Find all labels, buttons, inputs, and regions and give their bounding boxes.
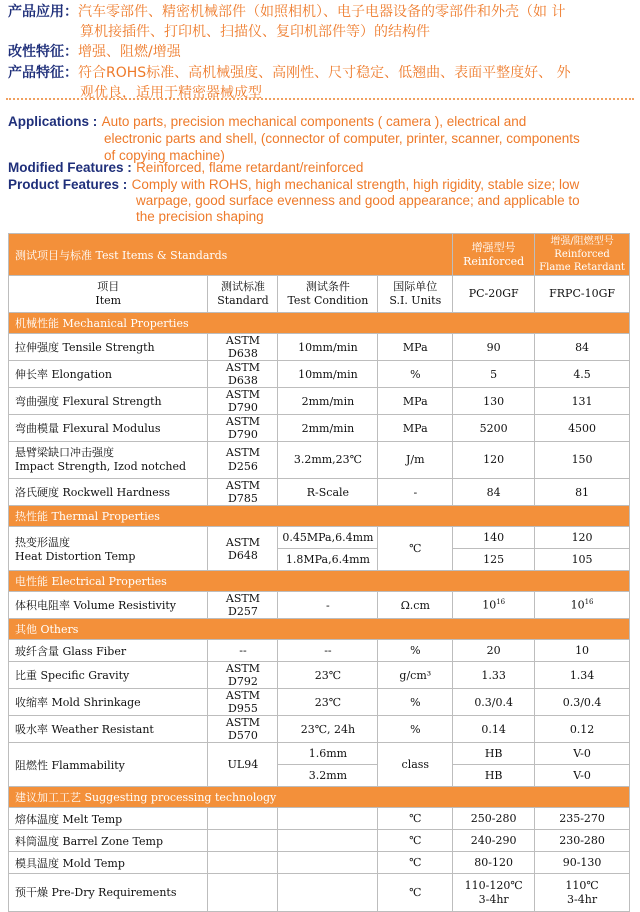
product-zh-line2: 观优良，适用于精密器械成型 xyxy=(80,85,262,101)
table-row: 体积电阻率 Volume Resistivity ASTM D257 - Ω.cm $10^{16}$ $10^{16}$ xyxy=(9,592,630,619)
section-others: 其他 Others xyxy=(9,619,630,640)
properties-table xyxy=(8,233,630,912)
application-en-line3: of copying machine) xyxy=(104,148,225,163)
application-en-line2: electronic parts and shell, (connector of computer, printer, scanner, components xyxy=(104,131,580,146)
table-row: 阻燃性 Flammability UL94 1.6mm class HB V-0 xyxy=(9,743,630,765)
section-processing: 建议加工工艺 Suggesting processing technology xyxy=(9,787,630,808)
table-row: 3.2mm HB V-0 xyxy=(9,765,630,787)
application-en-line1: Applications : Auto parts, precision mechanical components ( camera ), electrical and xyxy=(8,114,527,129)
table-row: 预干燥 Pre-Dry Requirements ℃ 110-120℃ 3-4hr 110℃ 3-4hr xyxy=(9,874,630,912)
section-mechanical: 机械性能 Mechanical Properties xyxy=(9,313,630,334)
table-row: 熔体温度 Melt Temp ℃ 250-280 235-270 xyxy=(9,808,630,830)
application-zh-line1: 产品应用：汽车零部件、精密机械部件（如照相机）、电子电器设备的零部件和外壳（如 计 xyxy=(8,4,566,20)
product-en-line1: Product Features : Comply with ROHS, high mechanical strength, high rigidity, stable size; low xyxy=(8,177,580,192)
table-row: 拉伸强度 Tensile Strength ASTM D638 10mm/min MPa 90 84 xyxy=(9,334,630,361)
section-thermal: 热性能 Thermal Properties xyxy=(9,506,630,527)
product-zh-line1: 产品特征：符合ROHS标准、高机械强度、高刚性、尺寸稳定、低翘曲、表面平整度好、 外 xyxy=(8,65,571,81)
table-row: 吸水率 Weather Resistant ASTM D570 23℃, 24h % 0.14 0.12 xyxy=(9,716,630,743)
table-row: 悬臂梁缺口冲击强度 Impact Strength, Izod notched ASTM D256 3.2mm,23℃ J/m 120 150 xyxy=(9,442,630,479)
product-en-line3: the precision shaping xyxy=(136,209,264,224)
column-header-row: 项目 Item 测试标准 Standard 测试条件 Test Condition 国际单位 S.I. Units PC-20GF FRPC-10GF xyxy=(9,276,630,313)
table-row: 料筒温度 Barrel Zone Temp ℃ 240-290 230-280 xyxy=(9,830,630,852)
col-reinforced: 增强型号 Reinforced xyxy=(453,234,535,276)
table-row: 收缩率 Mold Shrinkage ASTM D955 23℃ % 0.3/0.4 0.3/0.4 xyxy=(9,689,630,716)
application-zh-line2: 算机接插件、打印机、扫描仪、复印机部件等）的结构件 xyxy=(80,24,430,40)
table-row: 比重 Specific Gravity ASTM D792 23℃ g/cm³ 1.33 1.34 xyxy=(9,662,630,689)
table-row: 伸长率 Elongation ASTM D638 10mm/min % 5 4.5 xyxy=(9,361,630,388)
table-title: 测试项目与标准 Test Items & Standards xyxy=(9,234,453,276)
modified-en-line: Modified Features : Reinforced, flame retardant/reinforced xyxy=(8,160,364,175)
table-row: 玻纤含量 Glass Fiber -- -- % 20 10 xyxy=(9,640,630,662)
table-row: 热变形温度 Heat Distortion Temp ASTM D648 0.45MPa,6.4mm ℃ 140 120 xyxy=(9,527,630,549)
divider xyxy=(6,98,634,100)
col-flame-retardant: 增强/阻燃型号 Reinforced Flame Retardant xyxy=(535,234,630,276)
modified-zh-line: 改性特征：增强、阻燃/增强 xyxy=(8,44,181,60)
table-row: 模具温度 Mold Temp ℃ 80-120 90-130 xyxy=(9,852,630,874)
table-row: 弯曲强度 Flexural Strength ASTM D790 2mm/min MPa 130 131 xyxy=(9,388,630,415)
table-row: 洛氏硬度 Rockwell Hardness ASTM D785 R-Scale - 84 81 xyxy=(9,479,630,506)
grade-a: PC-20GF xyxy=(453,276,535,313)
section-electrical: 电性能 Electrical Properties xyxy=(9,571,630,592)
grade-b: FRPC-10GF xyxy=(535,276,630,313)
table-header-row xyxy=(9,234,630,276)
table-row: 弯曲模量 Flexural Modulus ASTM D790 2mm/min MPa 5200 4500 xyxy=(9,415,630,442)
product-en-line2: warpage, good surface evenness and good appearance; and applicable to xyxy=(136,193,580,208)
table-row: 1.8MPa,6.4mm 125 105 xyxy=(9,549,630,571)
